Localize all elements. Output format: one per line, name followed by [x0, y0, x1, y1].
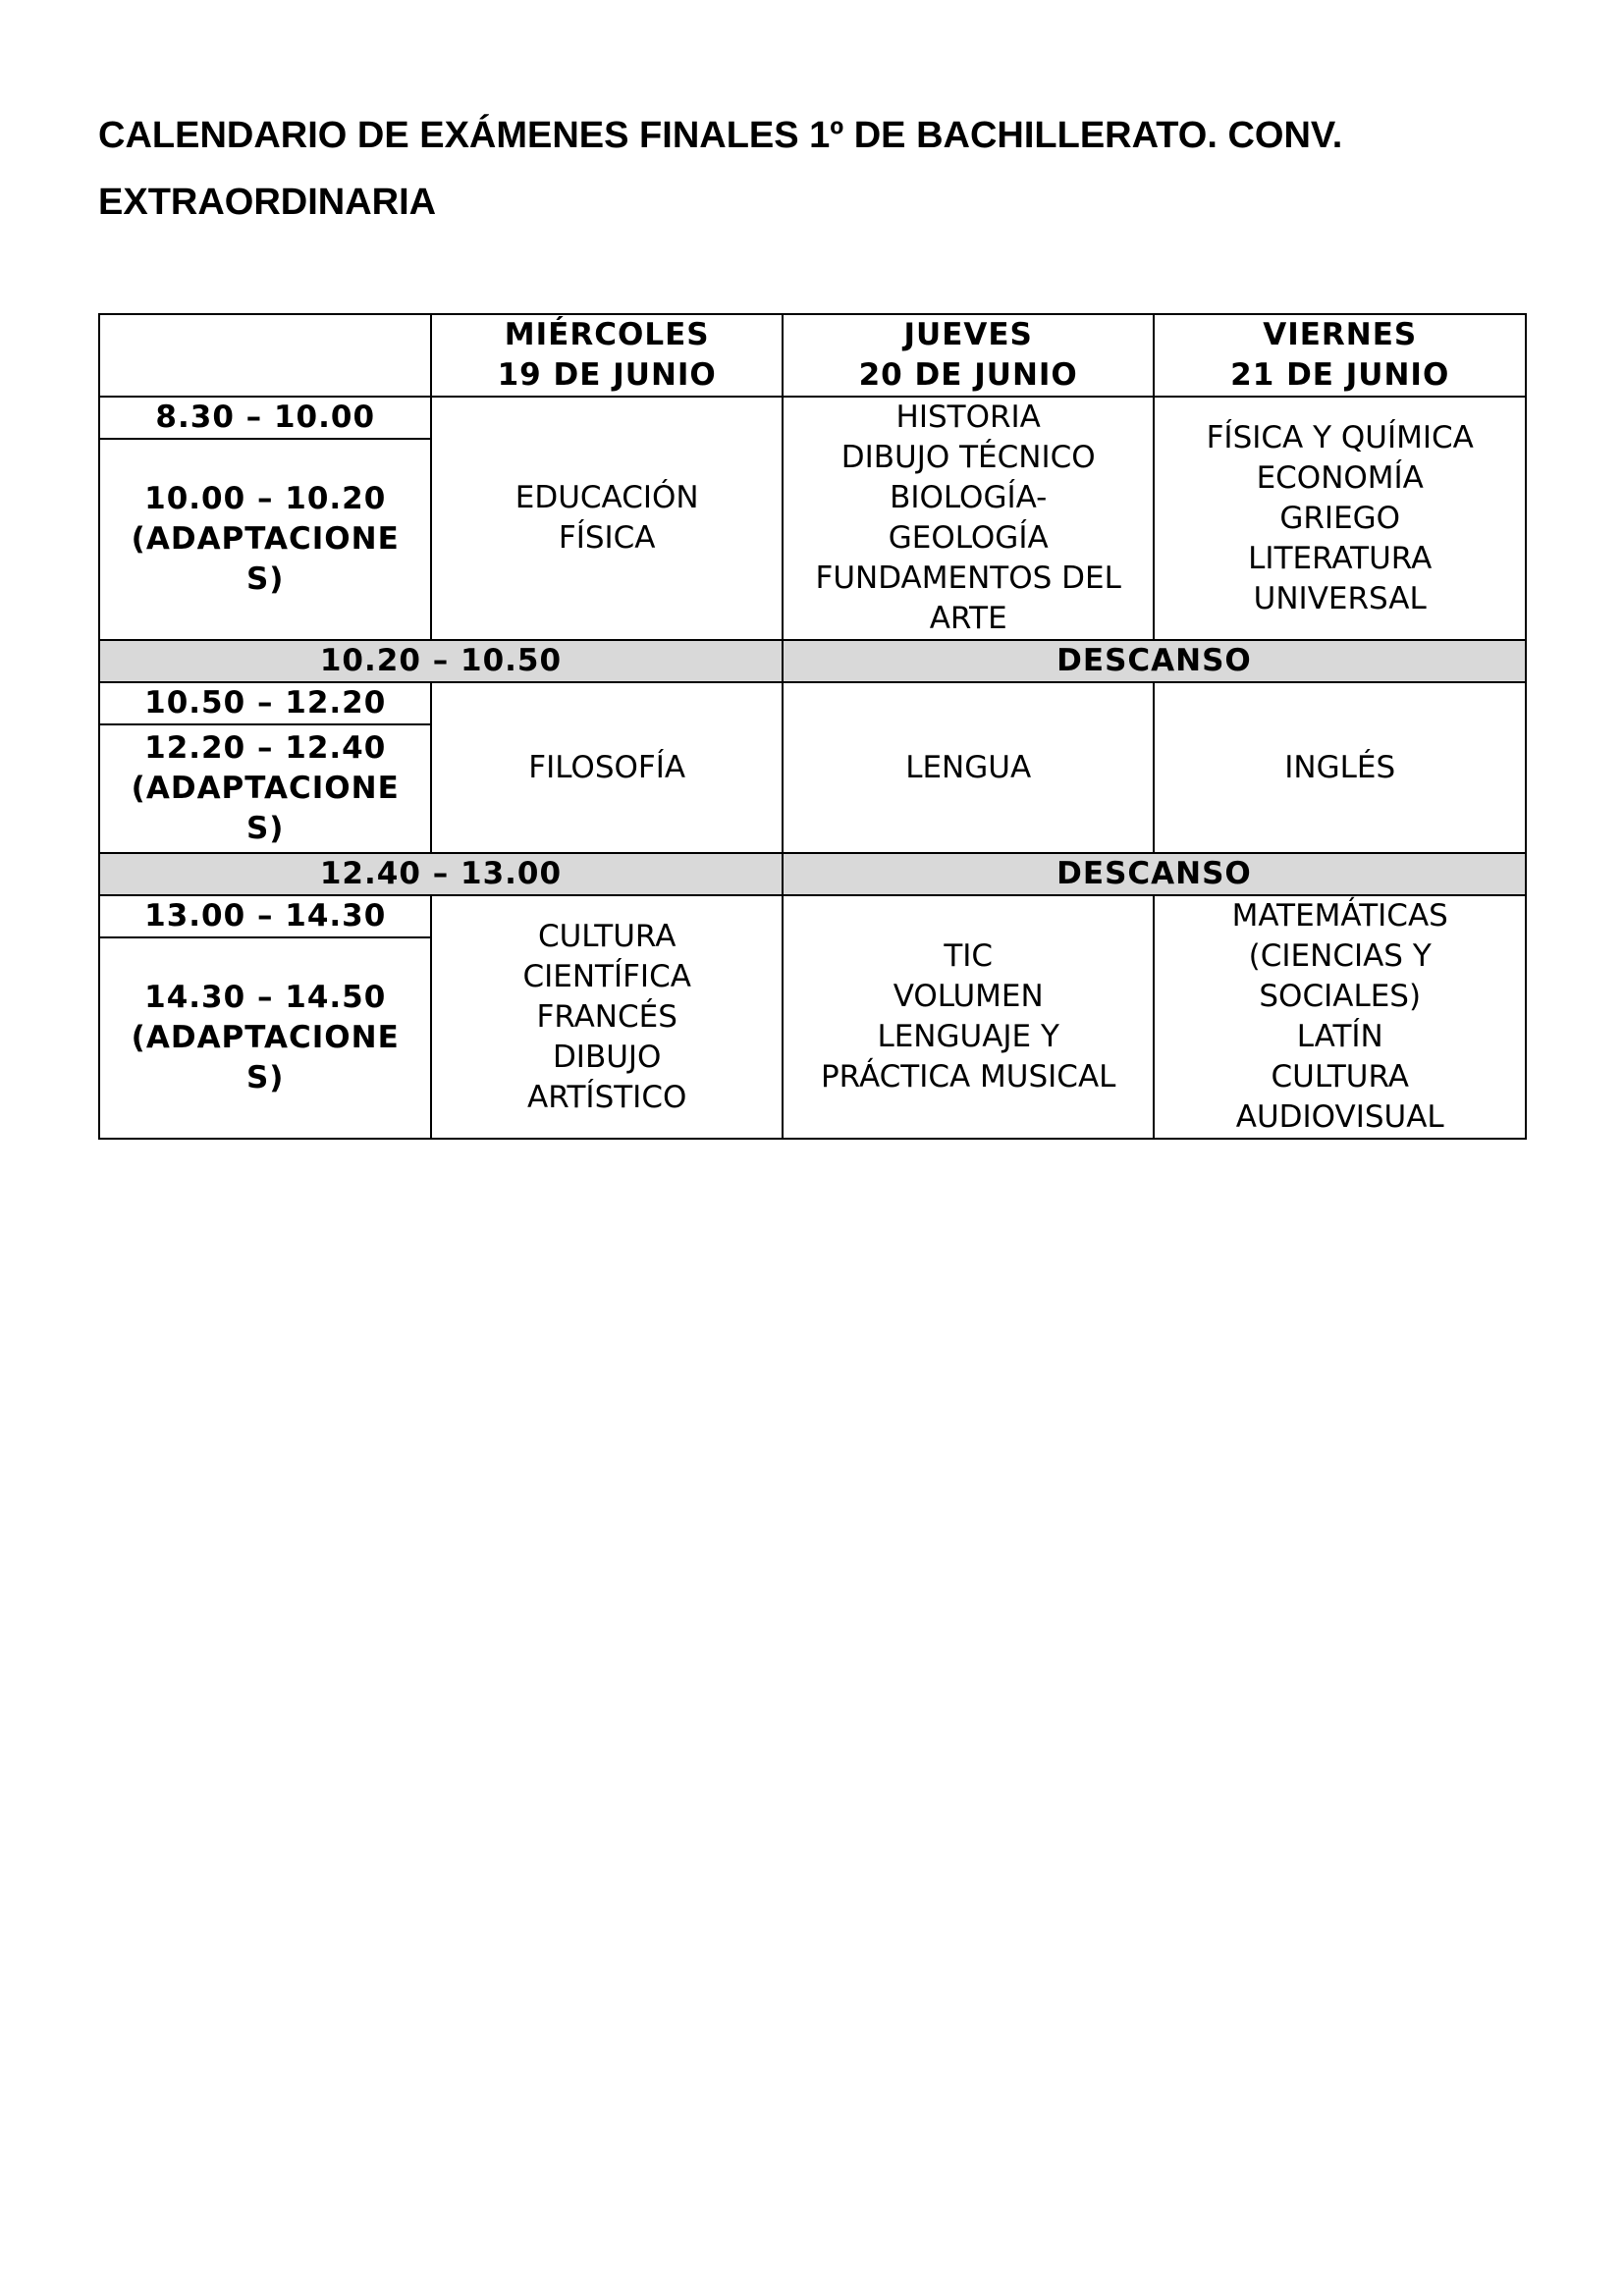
subject-line: EDUCACIÓN: [514, 480, 699, 515]
subject-line: LATÍN: [1296, 1019, 1383, 1054]
subject-line: MATEMÁTICAS: [1231, 898, 1448, 934]
header-corner-cell: [99, 314, 431, 397]
time-adapt-line: 14.30 – 14.50: [144, 980, 387, 1016]
subject-line: FÍSICA: [558, 520, 656, 556]
subject-line: VOLUMEN: [893, 979, 1044, 1014]
subject-line: CULTURA: [537, 918, 677, 954]
subject-line: DIBUJO TÉCNICO: [840, 440, 1096, 475]
block-3-friday-subjects: [1154, 895, 1526, 1139]
time-adapt-line: 12.20 – 12.40: [144, 730, 387, 766]
break-row-1: [99, 640, 1526, 682]
subject-line: UNIVERSAL: [1253, 580, 1427, 616]
day-date: 21 DE JUNIO: [1230, 357, 1450, 393]
header-day-thursday: [783, 314, 1155, 397]
block-3-time-main: 13.00 – 14.30: [99, 895, 431, 937]
block-3-thursday-subjects: [783, 895, 1155, 1139]
time-adapt-line: (ADAPTACIONE: [131, 521, 400, 558]
exam-schedule-table: [98, 313, 1527, 1140]
block-3-time-adaptations: [99, 937, 431, 1139]
block-3-wednesday-subjects: [431, 895, 782, 1139]
block-1-wednesday-subjects: [431, 397, 782, 640]
subject-line: CIENTÍFICA: [522, 958, 691, 994]
block-2-main-row: [99, 682, 1526, 724]
block-3-main-row: [99, 895, 1526, 937]
subject-line: ARTÍSTICO: [527, 1079, 687, 1115]
subject-line: FILOSOFÍA: [528, 749, 686, 785]
time-adapt-line: 10.00 – 10.20: [144, 481, 387, 517]
block-2-wednesday-subjects: [431, 682, 782, 853]
block-1-time-main: 8.30 – 10.00: [99, 397, 431, 439]
subject-line: BIOLOGÍA-: [890, 480, 1048, 515]
block-2-time-adaptations: [99, 724, 431, 853]
time-adapt-line: S): [245, 1060, 285, 1096]
day-date: 19 DE JUNIO: [497, 357, 717, 393]
subject-line: GRIEGO: [1279, 500, 1401, 536]
header-row: [99, 314, 1526, 397]
break-1-label: DESCANSO: [783, 640, 1526, 682]
block-2-time-main: 10.50 – 12.20: [99, 682, 431, 724]
break-row-2: [99, 853, 1526, 895]
block-1-time-adaptations: [99, 439, 431, 640]
subject-line: FRANCÉS: [536, 998, 677, 1035]
day-name: VIERNES: [1263, 317, 1418, 352]
time-adapt-line: (ADAPTACIONE: [131, 771, 400, 806]
subject-line: ARTE: [929, 601, 1007, 636]
block-1-main-row: [99, 397, 1526, 439]
block-2-thursday-subjects: [783, 682, 1155, 853]
block-1-thursday-subjects: [783, 397, 1155, 640]
subject-line: LENGUA: [905, 749, 1032, 785]
header-day-friday: [1154, 314, 1526, 397]
block-2-friday-subjects: [1154, 682, 1526, 853]
subject-line: AUDIOVISUAL: [1235, 1099, 1444, 1135]
subject-line: (CIENCIAS Y: [1248, 938, 1432, 974]
time-adapt-line: S): [245, 811, 285, 846]
page-title-line-2: EXTRAORDINARIA: [98, 182, 437, 223]
time-adapt-line: (ADAPTACIONE: [131, 1020, 400, 1056]
block-1-friday-subjects: [1154, 397, 1526, 640]
break-2-time: 12.40 – 13.00: [99, 853, 783, 895]
day-name: MIÉRCOLES: [504, 317, 710, 352]
subject-line: SOCIALES): [1259, 979, 1422, 1014]
header-day-wednesday: [431, 314, 782, 397]
subject-line: LENGUAJE Y: [877, 1019, 1059, 1054]
subject-line: FUNDAMENTOS DEL: [815, 561, 1121, 596]
subject-line: FÍSICA Y QUÍMICA: [1206, 419, 1474, 455]
day-date: 20 DE JUNIO: [858, 357, 1078, 393]
subject-line: HISTORIA: [895, 400, 1041, 435]
page-title: [98, 102, 1532, 236]
time-adapt-line: S): [245, 561, 285, 598]
subject-line: PRÁCTICA MUSICAL: [820, 1059, 1116, 1095]
day-name: JUEVES: [903, 317, 1033, 352]
page-title-line-1: CALENDARIO DE EXÁMENES FINALES 1º DE BACHILLERATO. CONV.: [98, 115, 1343, 156]
subject-line: INGLÉS: [1284, 749, 1396, 785]
subject-line: ECONOMÍA: [1256, 459, 1424, 496]
subject-line: CULTURA: [1271, 1059, 1409, 1095]
subject-line: TIC: [944, 938, 994, 974]
subject-line: DIBUJO: [552, 1039, 662, 1075]
subject-line: GEOLOGÍA: [888, 520, 1049, 556]
subject-line: LITERATURA: [1248, 540, 1433, 576]
break-1-time: 10.20 – 10.50: [99, 640, 783, 682]
break-2-label: DESCANSO: [783, 853, 1526, 895]
